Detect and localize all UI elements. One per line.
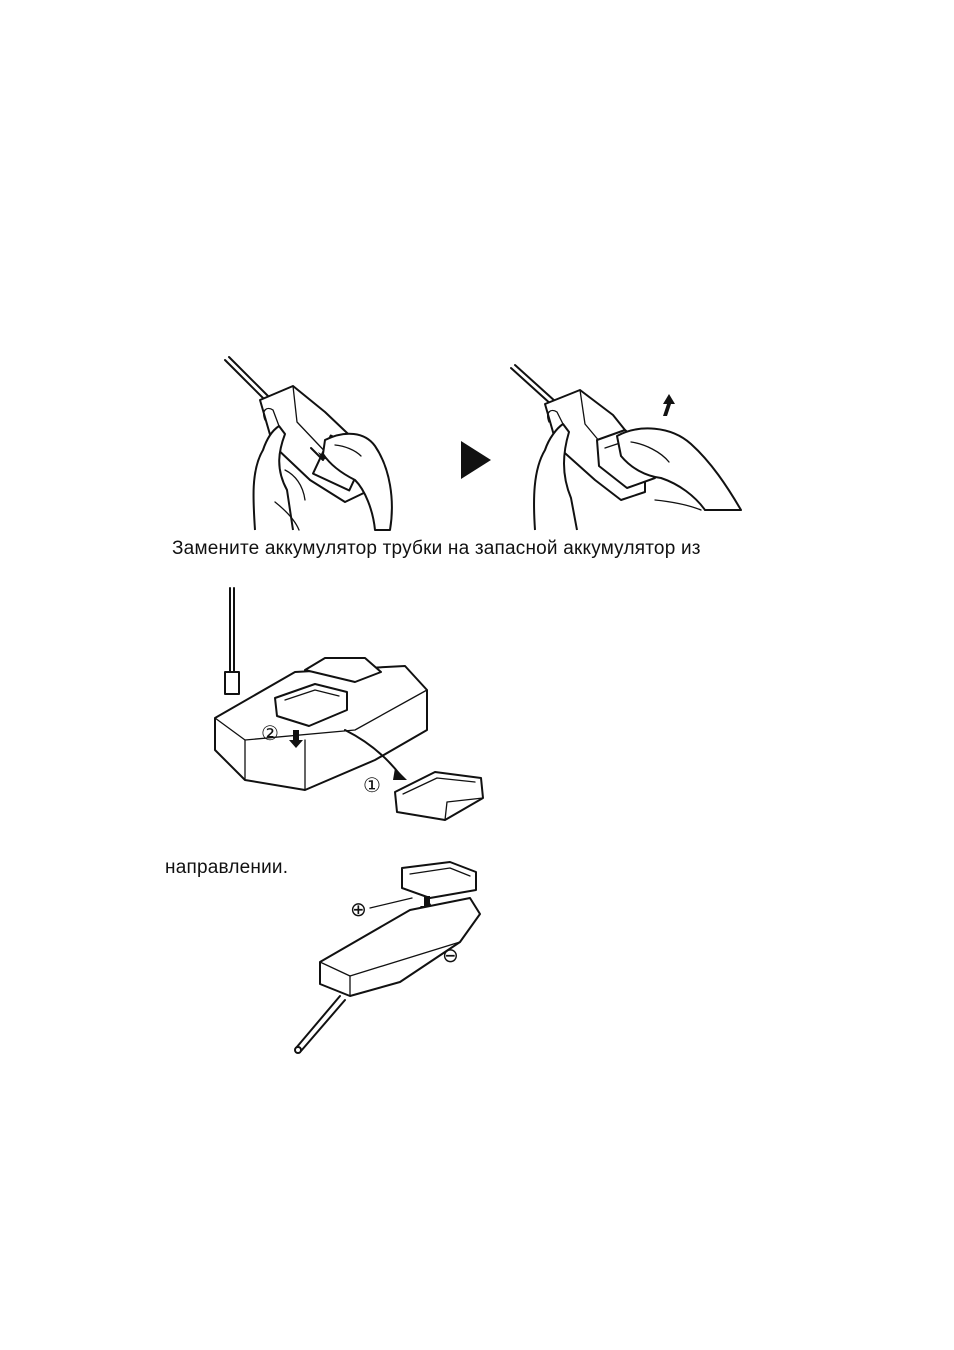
- handset-antenna: [296, 996, 340, 1048]
- up-arrow-icon: [663, 394, 675, 416]
- step-one-label: ①: [363, 773, 381, 797]
- battery-pack: [402, 862, 476, 898]
- play-triangle-icon: [461, 441, 491, 479]
- instruction-text: Замените аккумулятор трубки на запасной аккумулятор из: [172, 538, 701, 559]
- plus-terminal-label: ⊕: [350, 897, 367, 921]
- right-hand: [617, 428, 741, 510]
- antenna-base: [225, 672, 239, 694]
- handset-antenna: [225, 360, 267, 402]
- figure-base-unit-swap: [205, 580, 505, 830]
- figure-remove-battery-step1: [215, 350, 415, 535]
- direction-text: направлении.: [165, 857, 289, 878]
- figure-insert-battery: [290, 858, 490, 1058]
- minus-terminal-label: ⊖: [442, 943, 459, 967]
- handset-antenna: [511, 368, 553, 406]
- figure-remove-battery-step2: [505, 360, 745, 535]
- spare-battery: [395, 772, 483, 820]
- step-two-label: ②: [261, 721, 279, 745]
